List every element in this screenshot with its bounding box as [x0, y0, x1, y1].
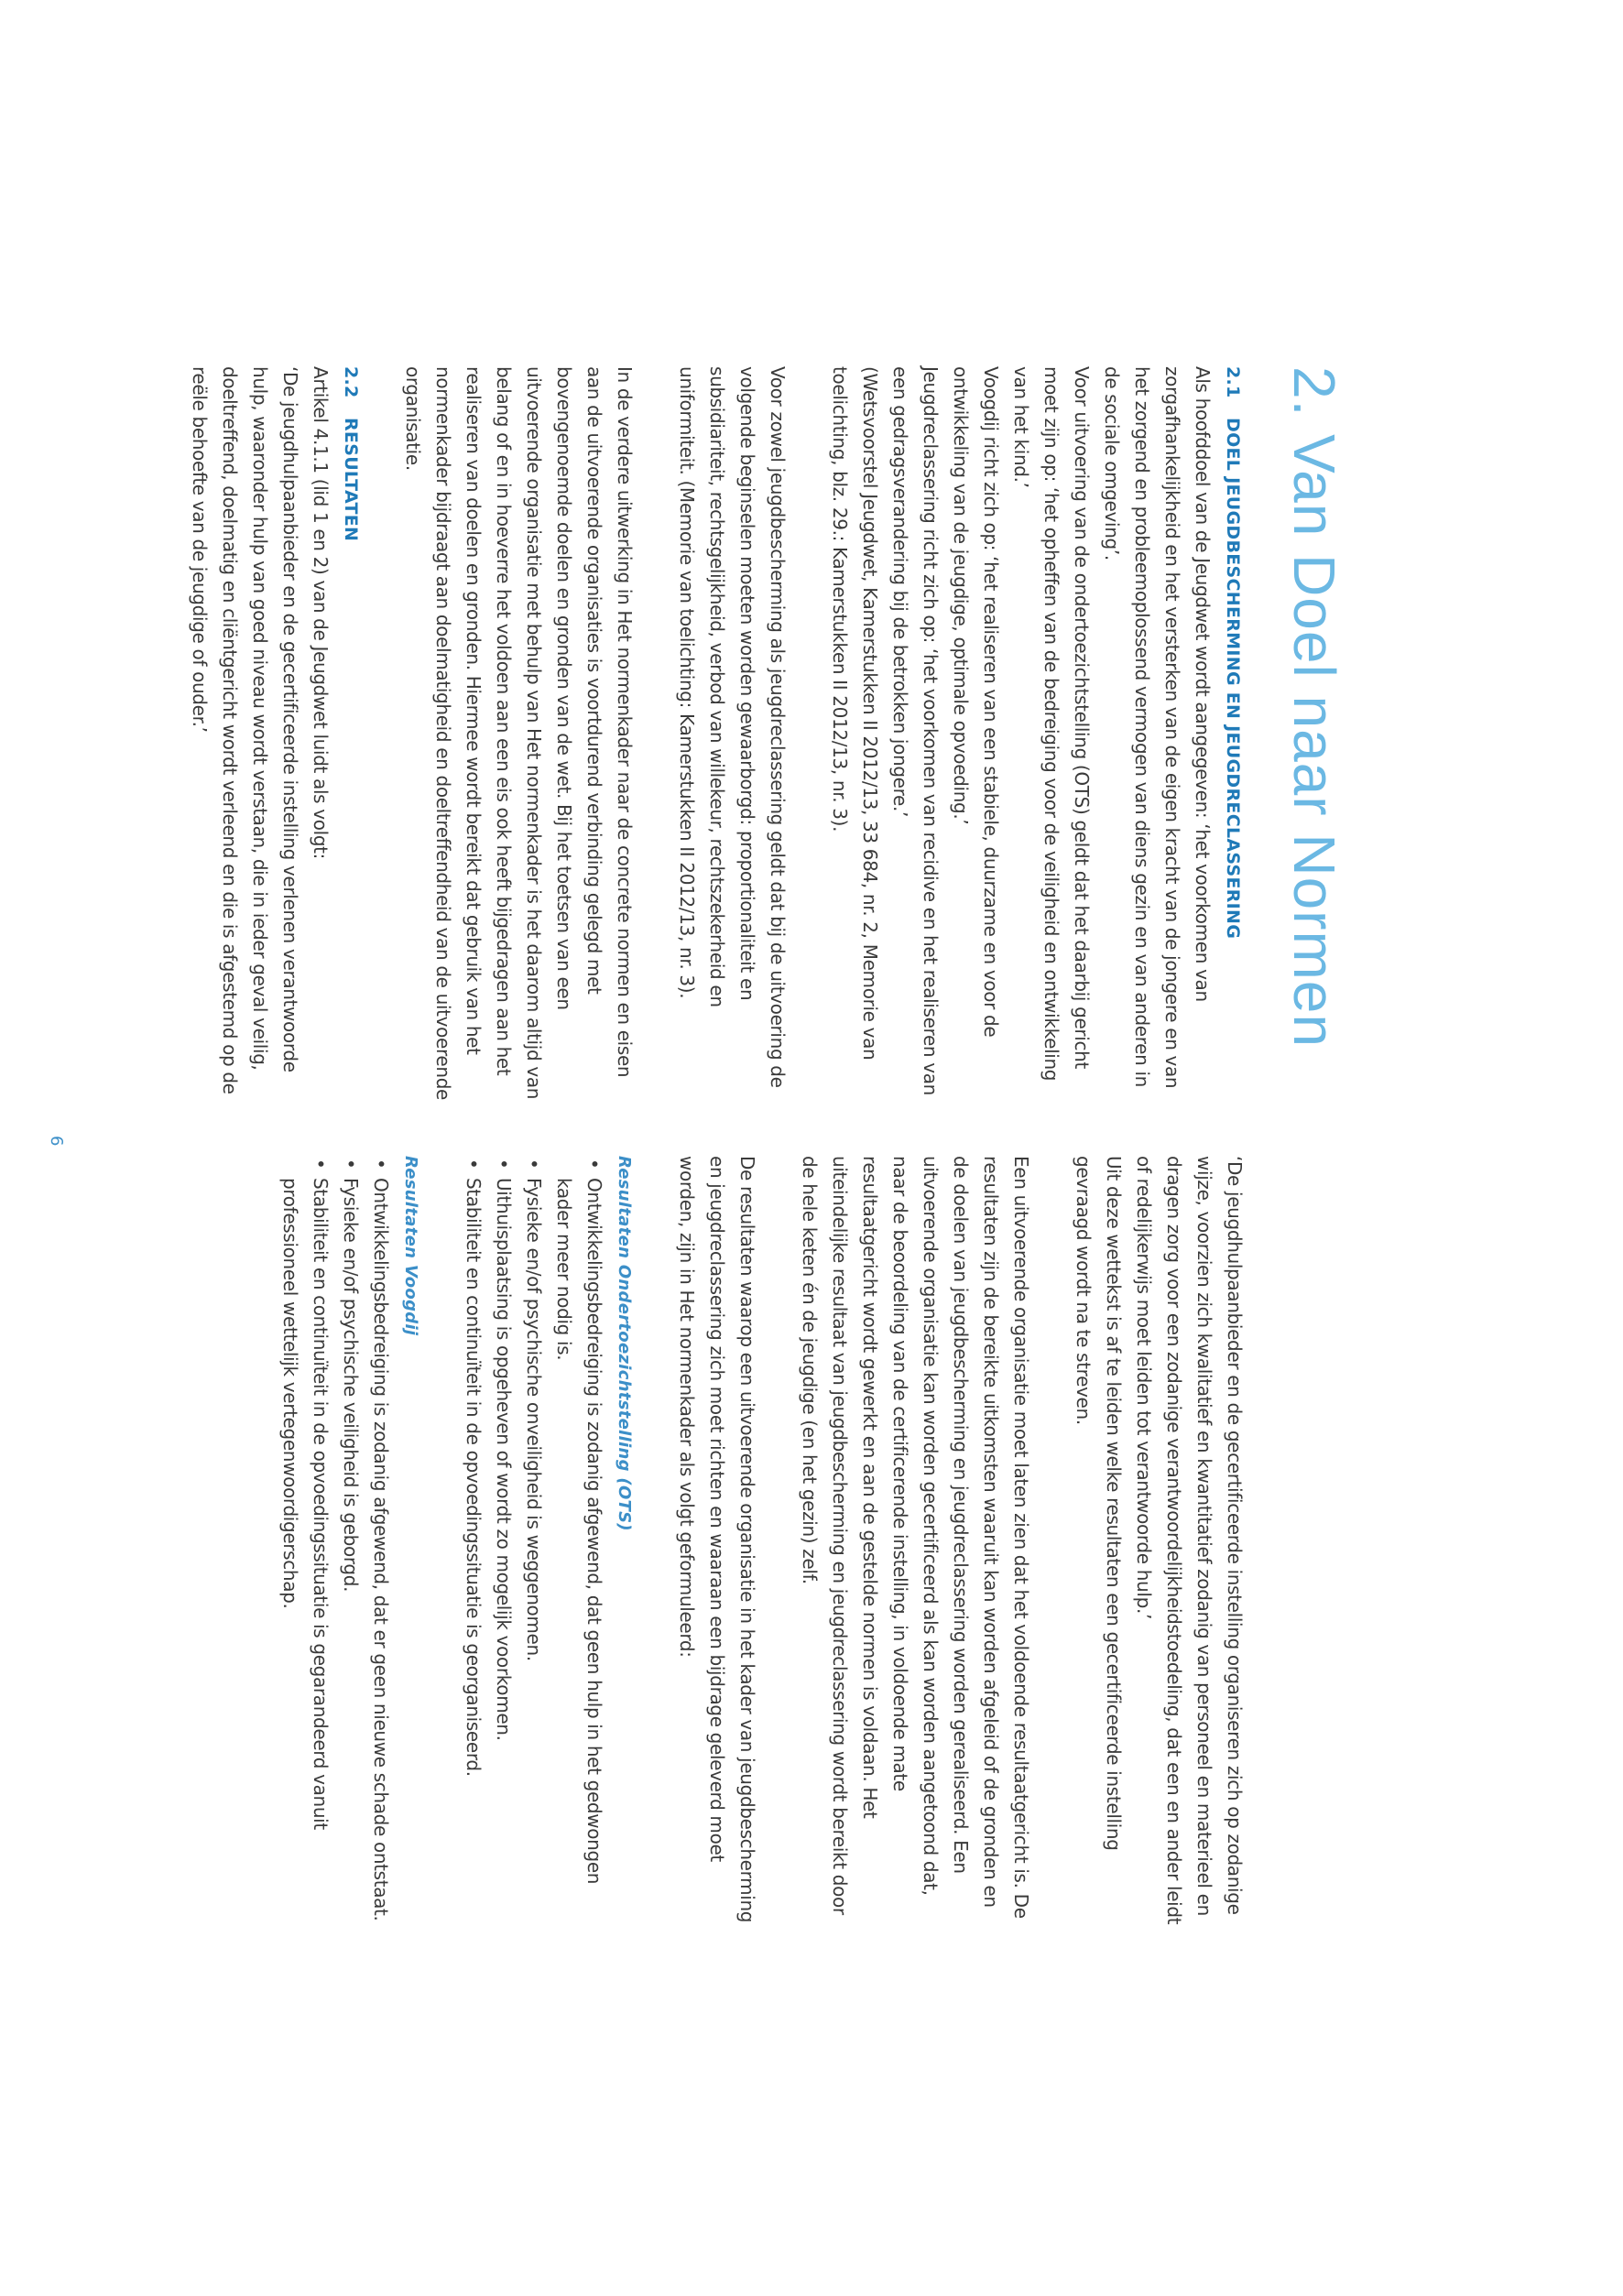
paragraph: (Wetsvoorstel Jeugdwet, Kamerstukken II 2012/13, 33 684, nr. 2, Memorie van toelichting, blz. 29.: Kamerstukken II 2012/13, nr. 3).: [829, 366, 881, 1061]
list-item: • Uithuisplaatsing is opgeheven of wordt zo mogelijk voorkomen.: [488, 1156, 518, 1925]
voogdij-results-heading: Resultaten Voogdij: [401, 1156, 420, 1336]
section-2-2-heading: [335, 366, 365, 1113]
paragraph: Uit deze wettekst is af te leiden welke resultaten een gecertificeerde instelling gevraagd wordt na te streven.: [1073, 1156, 1125, 1851]
paragraph: Voor uitvoering van de ondertoezichtstelling (OTS) geldt dat het daarbij gericht moet zijn op: ‘het opheffen van de bedreiging voor de veiligheid en ontwikkeling van het kind.’: [1010, 366, 1093, 1082]
section-title: DOEL JEUGDBESCHERMING EN JEUGDRECLASSERING: [1223, 418, 1243, 940]
voogdij-results-list: [275, 1156, 396, 1925]
paragraph: Voogdij richt zich op: ‘het realiseren van een stabiele, duurzame en voor de ontwikkeling van de jeugdige, optimale opvoeding.’: [950, 366, 1002, 1038]
list-item: • Fysieke en/of psychische veiligheid is geborgd.: [335, 1156, 365, 1925]
paragraph: Jeugdreclassering richt zich op: ‘het voorkomen van recidive en het realiseren van een gedragsverandering bij de betrokken jongere.’: [889, 366, 942, 1095]
list-item: • Ontwikkelingsbedreiging is zodanig afgewend, dat geen hulp in het gedwongen kader meer nodig is.: [549, 1156, 609, 1925]
chapter-title: 2. Van Doel naar Normen: [1281, 366, 1347, 1048]
paragraph: ‘De jeugdhulpaanbieder en de gecertificeerde instelling verlenen verantwoorde hulp, waaronder hulp van goed niveau wordt verstaan, die in ieder geval veilig, doeltreffend, doelmatig en cliëntgericht wordt verleend en die is afgestemd op de reële behoefte van de jeugdige of ouder.’: [189, 366, 301, 1094]
list-item: • Stabiliteit en continuïteit in de opvoedingssituatie is georganiseerd.: [458, 1156, 488, 1925]
page-number: 6: [47, 1136, 66, 1147]
paragraph: De resultaten waarop een uitvoerende organisatie in het kader van jeugdbescherming en jeugdreclassering zich moet richten en waaraan een bijdrage geleverd moet worden, zijn in Het normenkader als volgt geformuleerd:: [676, 1156, 758, 1923]
list-item: • Fysieke en/of psychische onveiligheid is weggenomen.: [518, 1156, 549, 1925]
paragraph: Een uitvoerende organisatie moet laten zien dat het voldoende resultaatgericht is. De resultaten zijn de bereikte uitkomsten waaruit kan worden afgeleid of de gronden en de doelen van jeugdbescherming en jeugdreclassering worden gerealiseerd. Een uitvoerende organisatie kan worden gecertificeerd als kan worden aangetoond dat, naar de beoordeling van de certificerende instelling, in voldoende mate resultaatgericht wordt gewerkt en aan de gestelde normen is voldaan. Het uiteindelijke resultaat van jeugdbescherming en jeugdreclassering wordt bereikt door de hele keten én de jeugdige (en het gezin) zelf.: [799, 1156, 1032, 1919]
section-number: 2.1: [1223, 366, 1243, 398]
list-item: • Ontwikkelingsbedreiging is zodanig afgewend, dat er geen nieuwe schade ontstaat.: [365, 1156, 396, 1925]
section-number: 2.2: [341, 366, 361, 398]
paragraph: ‘De jeugdhulpaanbieder en de gecertificeerde instelling organiseren zich op zodanige wijze, voorzien zich kwalitatief en kwantitatief zodanig van personeel en materieel en dragen zorg voor een zodanige verantwoordelijkheidstoedeling, dat een en ander leidt of redelijkerwijs moet leiden tot verantwoorde hulp.’: [1133, 1156, 1246, 1925]
paragraph: Als hoofddoel van de Jeugdwet wordt aangegeven: ‘het voorkomen van zorgafhankelijkheid en het versterken van de eigen kracht van de jongere en van het zorgend en probleemoplossend vermogen van diens gezin en van anderen in de sociale omgeving’.: [1101, 366, 1214, 1089]
paragraph: Voor zowel jeugdbescherming als jeugdreclassering geldt dat bij de uitvoering de volgende beginselen moeten worden gewaarborgd: proportionaliteit en subsidiariteit, rechtsgelijkheid, verbod van willekeur, rechtszekerheid en uniformiteit. (Memorie van toelichting: Kamerstukken II 2012/13, nr. 3).: [676, 366, 789, 1088]
right-column: [243, 1156, 1249, 1925]
list-item: • Stabiliteit en continuïteit in de opvoedingssituatie is gegarandeerd vanuit professioneel wettelijk vertegenwoordigerschap.: [275, 1156, 335, 1925]
ots-results-heading: Resultaten Ondertoezichtstelling (OTS): [615, 1156, 634, 1531]
ots-results-list: [458, 1156, 609, 1925]
section-title: RESULTATEN: [341, 418, 361, 542]
section-2-1-heading: [1217, 366, 1247, 1113]
paragraph: In de verdere uitwerking in Het normenkader naar de concrete normen en eisen aan de uitvoerende organisaties is voortdurend verbinding gelegd met bovengenoemde doelen en gronden van de wet. Bij het toetsen van een uitvoerende organisatie met behulp van Het normenkader is het daarom altijd van belang of en in hoeverre het voldoen aan een eis ook heeft bijgedragen aan het realiseren van doelen en gronden. Hiermee wordt bereikt dat gebruik van het normenkader bijdraagt aan doelmatigheid en doeltreffendheid van de uitvoerende organisatie.: [402, 366, 636, 1101]
left-column: [184, 366, 1247, 1113]
paragraph: Artikel 4.1.1 (lid 1 en 2) van de Jeugdwet luidt als volgt:: [310, 366, 332, 860]
